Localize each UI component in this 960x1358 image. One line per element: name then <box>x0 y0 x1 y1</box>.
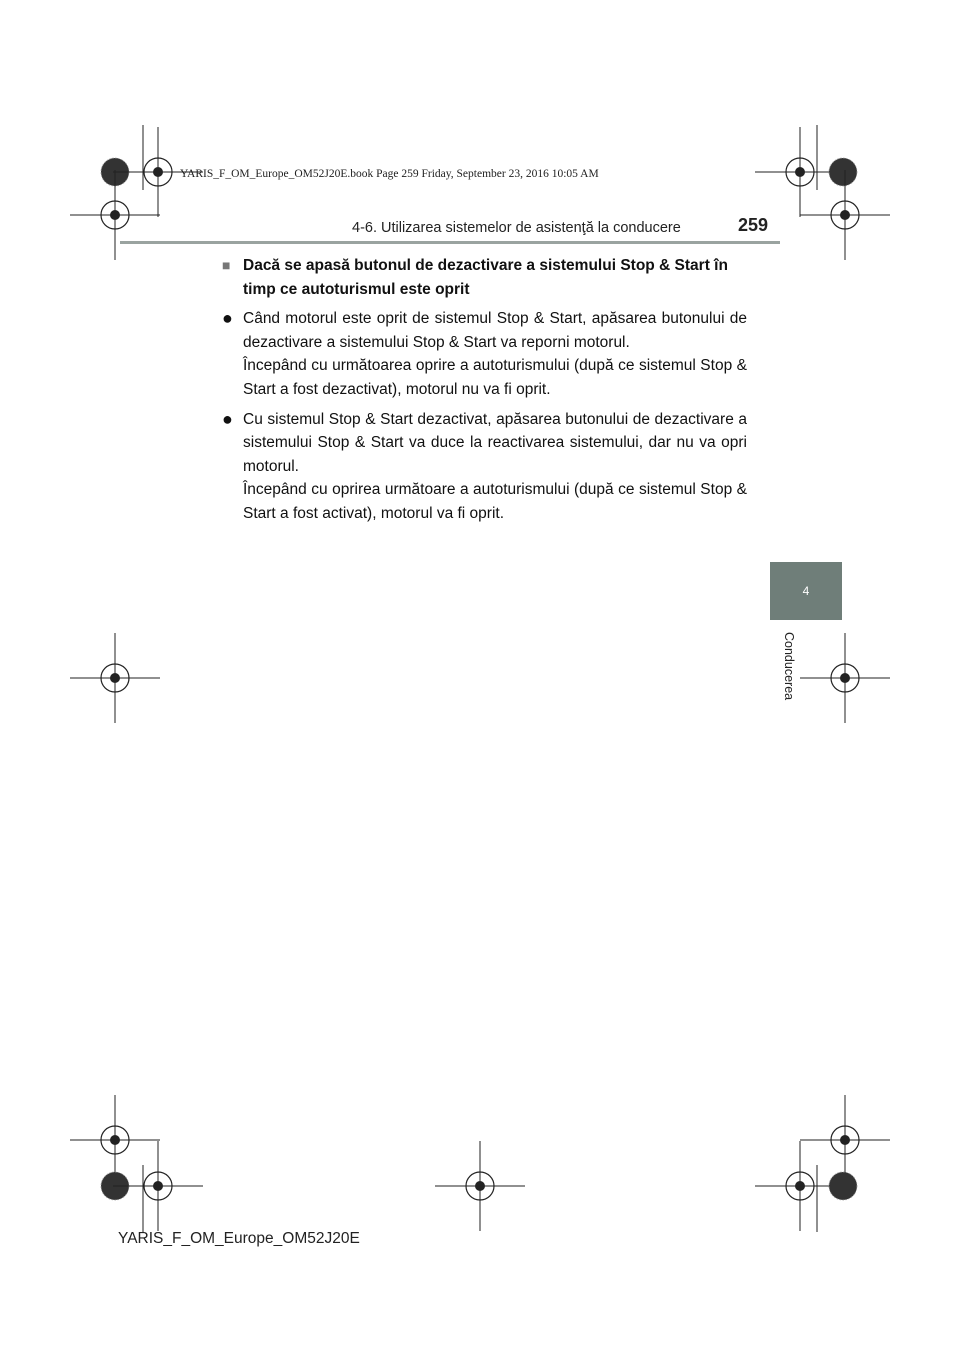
list-item-paragraph: Cu sistemul Stop & Start dezactivat, apăsarea butonului de dezactivare a sistemului Stop & Start va duce la reactivarea sistemului, dar nu va opri motorul. <box>243 410 747 475</box>
header-rule <box>120 241 780 244</box>
document-code: YARIS_F_OM_Europe_OM52J20E <box>118 1230 360 1247</box>
registration-crosshair-icon <box>70 1095 160 1185</box>
section-title: 4-6. Utilizarea sistemelor de asistenţă la conducere <box>352 220 681 236</box>
main-content <box>222 254 747 526</box>
square-bullet-icon: ■ <box>222 257 231 273</box>
chapter-name: Conducerea <box>782 632 796 701</box>
list-item <box>222 408 747 526</box>
list-item <box>222 307 747 401</box>
section-heading-text: Dacă se apasă butonul de dezactivare a sistemului Stop & Start în timp ce autoturismul este oprit <box>243 257 728 298</box>
registration-crosshair-icon <box>70 633 160 723</box>
section-heading <box>222 254 747 301</box>
registration-crosshair-icon <box>435 1141 525 1231</box>
registration-sunburst-icon <box>829 158 857 186</box>
chapter-number: 4 <box>802 584 810 598</box>
list-item-paragraph: Când motorul este oprit de sistemul Stop & Start, apăsarea butonului de dezactivare a sistemului Stop & Start va reporni motorul. <box>243 310 747 351</box>
registration-sunburst-icon <box>829 1172 857 1200</box>
book-stamp: YARIS_F_OM_Europe_OM52J20E.book Page 259 Friday, September 23, 2016 10:05 AM <box>180 168 599 180</box>
registration-crosshair-icon <box>70 170 160 260</box>
page-number: 259 <box>738 215 769 235</box>
registration-crosshair-icon <box>800 170 890 260</box>
chapter-label <box>774 632 814 732</box>
round-bullet-icon: ● <box>222 308 233 329</box>
crop-marks-top <box>143 125 817 190</box>
registration-crosshair-icon <box>800 1095 890 1185</box>
registration-crosshair-icon <box>113 1141 203 1231</box>
round-bullet-icon: ● <box>222 408 233 429</box>
list-item-paragraph: Începând cu oprirea următoare a autoturismului (după ce sistemul Stop & Start a fost activat), motorul va fi oprit. <box>243 481 747 522</box>
chapter-tab[interactable] <box>770 562 842 620</box>
list-item-paragraph: Începând cu următoarea oprire a autoturismului (după ce sistemul Stop & Start a fost dezactivat), motorul nu va fi oprit. <box>243 357 747 398</box>
